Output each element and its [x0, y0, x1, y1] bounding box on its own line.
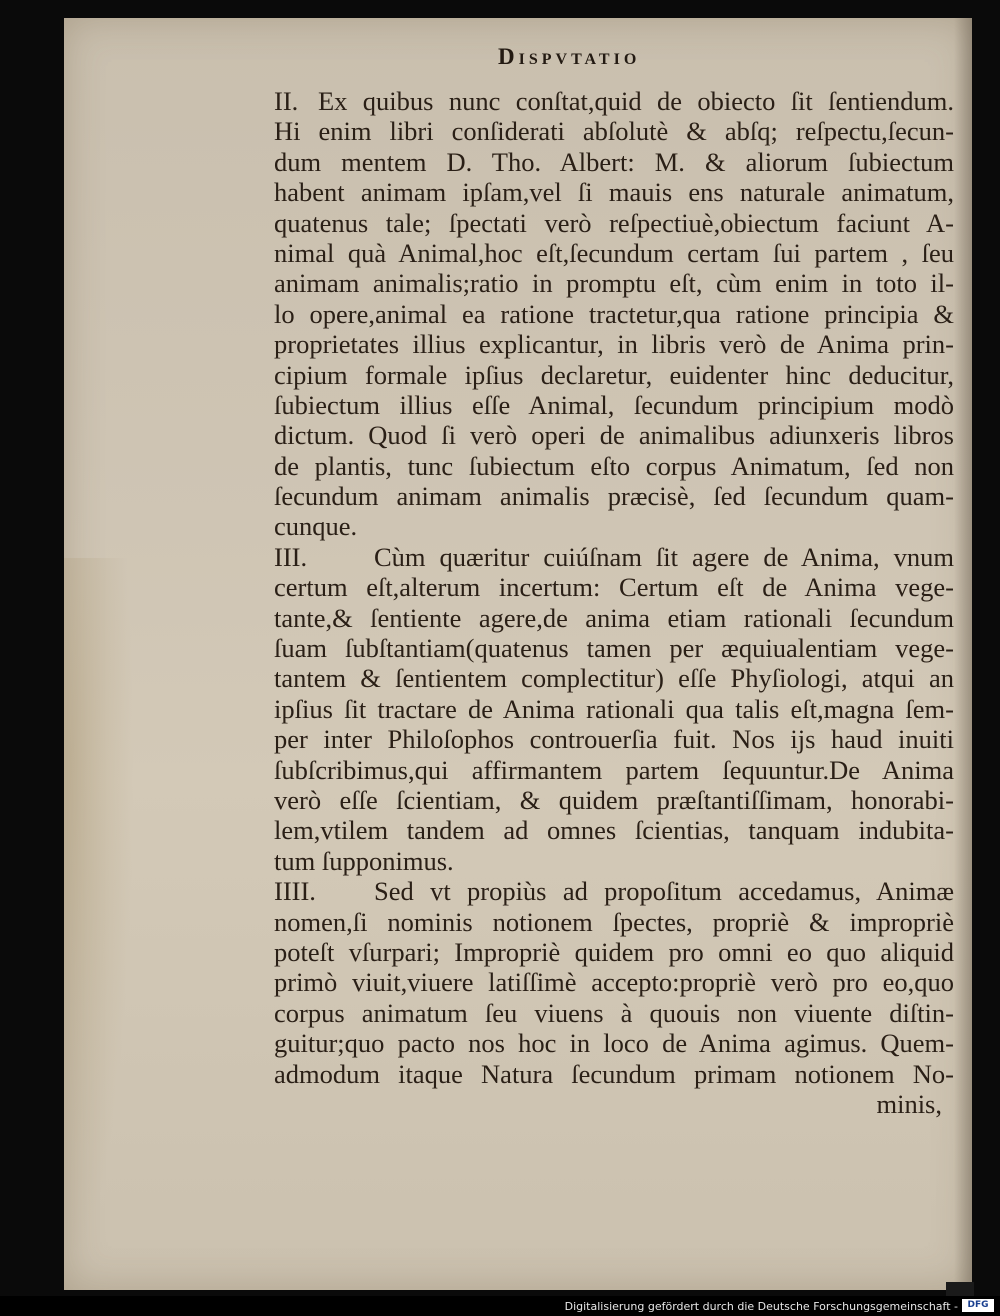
text-line	[274, 238, 954, 268]
line-text: primò viuit,viuere latiſſimè accepto:propriè verò pro eo,quo	[274, 967, 954, 998]
line-text: lo opere,animal ea ratione tractetur,qua ratione principia &	[274, 298, 954, 329]
line-text: tum ſupponimus.	[274, 845, 454, 876]
paragraph-number: III.	[274, 541, 308, 572]
line-text: cunque.	[274, 511, 358, 542]
line-text: admodum itaque Natura ſecundum primam notionem No-	[274, 1058, 954, 1089]
text-line	[274, 299, 954, 329]
line-text: tantem & ſentientem complectitur) eſſe Phyſiologi, atqui an	[274, 663, 954, 694]
line-text: Cùm quæritur cuiúſnam ſit agere de Anima, vnum	[374, 541, 954, 572]
catchword: minis,	[876, 1088, 942, 1119]
dfg-logo: DFG	[962, 1299, 994, 1312]
text-line	[274, 815, 954, 845]
line-text: habent animam ipſam,vel ſi mauis ens naturale animatum,	[274, 177, 954, 208]
line-text: Hi enim libri conſiderati abſolutè & abſq; reſpectu,ſecun-	[274, 116, 954, 147]
text-line	[274, 1059, 954, 1089]
text-line	[274, 511, 954, 541]
text-line	[274, 998, 954, 1028]
text-line	[274, 633, 954, 663]
text-line	[274, 116, 954, 146]
line-text: ſuam ſubſtantiam(quatenus tamen per æquiualentiam vege-	[274, 633, 954, 664]
text-line	[274, 542, 954, 572]
text-line	[274, 603, 954, 633]
line-text: proprietates illius explicantur, in libris verò de Anima prin-	[274, 329, 954, 360]
text-line	[274, 876, 954, 906]
text-line	[274, 420, 954, 450]
line-text: verò eſſe ſcientiam, & quidem præſtantiſſimam, honorabi-	[274, 784, 954, 815]
text-line	[274, 208, 954, 238]
line-text: per inter Philoſophos controuerſia fuit. Nos ijs haud inuiti	[274, 724, 954, 755]
text-line	[274, 360, 954, 390]
footer-bar	[0, 1296, 1000, 1316]
text-line	[274, 177, 954, 207]
line-text: nomen,ſi nominis notionem ſpectes, propriè & impropriè	[274, 906, 954, 937]
line-text: poteſt vſurpari; Impropriè quidem pro omni eo quo aliquid	[274, 936, 954, 967]
line-text: dum mentem D. Tho. Albert: M. & aliorum ſubiectum	[274, 146, 954, 177]
line-text: nimal quà Animal,hoc eſt,ſecundum certam ſui partem , ſeu	[274, 237, 954, 268]
line-text: lem,vtilem tandem ad omnes ſcientias, tanquam indubita-	[274, 815, 954, 846]
text-line	[274, 147, 954, 177]
text-line	[274, 663, 954, 693]
line-text: dictum. Quod ſi verò operi de animalibus adiunxeris libros	[274, 420, 954, 451]
text-line	[274, 907, 954, 937]
page-edge-shadow	[954, 18, 972, 1290]
text-line	[274, 937, 954, 967]
line-text: de plantis, tunc ſubiectum eſto corpus Animatum, ſed non	[274, 450, 954, 481]
paragraph-number: II.	[274, 86, 299, 116]
line-text: animam animalis;ratio in promptu eſt, cùm enim in toto il-	[274, 268, 954, 299]
text-line	[274, 390, 954, 420]
text-line	[274, 451, 954, 481]
text-line	[274, 268, 954, 298]
page-corner-shadow	[946, 1282, 974, 1296]
text-line	[274, 846, 954, 876]
text-line	[274, 694, 954, 724]
line-text: ipſius ſit tractare de Anima rationali qua talis eſt,magna ſem-	[274, 693, 954, 724]
line-text: certum eſt,alterum incertum: Certum eſt de Anima vege-	[274, 572, 954, 603]
text-line	[274, 755, 954, 785]
line-text: guitur;quo pacto nos hoc in loco de Anima agimus. Quem-	[274, 1028, 954, 1059]
text-line	[274, 572, 954, 602]
text-line	[274, 329, 954, 359]
line-text: ſubiectum illius eſſe Animal, ſecundum principium modò	[274, 389, 954, 420]
text-line	[274, 1028, 954, 1058]
paragraph-number: IIII.	[274, 876, 316, 907]
line-text: Sed vt propiùs ad propoſitum accedamus, Animæ	[374, 876, 954, 907]
line-text: tante,& ſentiente agere,de anima etiam rationali ſecundum	[274, 602, 954, 633]
text-line	[274, 785, 954, 815]
body-text	[274, 86, 954, 1119]
running-header: Dispvtatio	[498, 44, 641, 69]
line-text: quatenus tale; ſpectati verò reſpectiuè,obiectum faciunt A-	[274, 207, 954, 238]
line-text: ſubſcribimus,qui affirmantem partem ſequuntur.De Anima	[274, 754, 954, 785]
footer-credit: Digitalisierung gefördert durch die Deutsche Forschungsgemeinschaft -	[564, 1300, 958, 1313]
text-line	[274, 724, 954, 754]
text-line	[274, 967, 954, 997]
line-text: Ex quibus nunc conſtat,quid de obiecto ſit ſentiendum.	[318, 86, 954, 116]
line-text: cipium formale ipſius declaretur, euidenter hinc deducitur,	[274, 359, 954, 390]
text-line	[274, 86, 954, 116]
line-text: corpus animatum ſeu viuens à quouis non viuente diſtin-	[274, 997, 954, 1028]
water-stain	[64, 558, 134, 1258]
line-text: ſecundum animam animalis præcisè, ſed ſecundum quam-	[274, 481, 954, 512]
text-line	[274, 481, 954, 511]
